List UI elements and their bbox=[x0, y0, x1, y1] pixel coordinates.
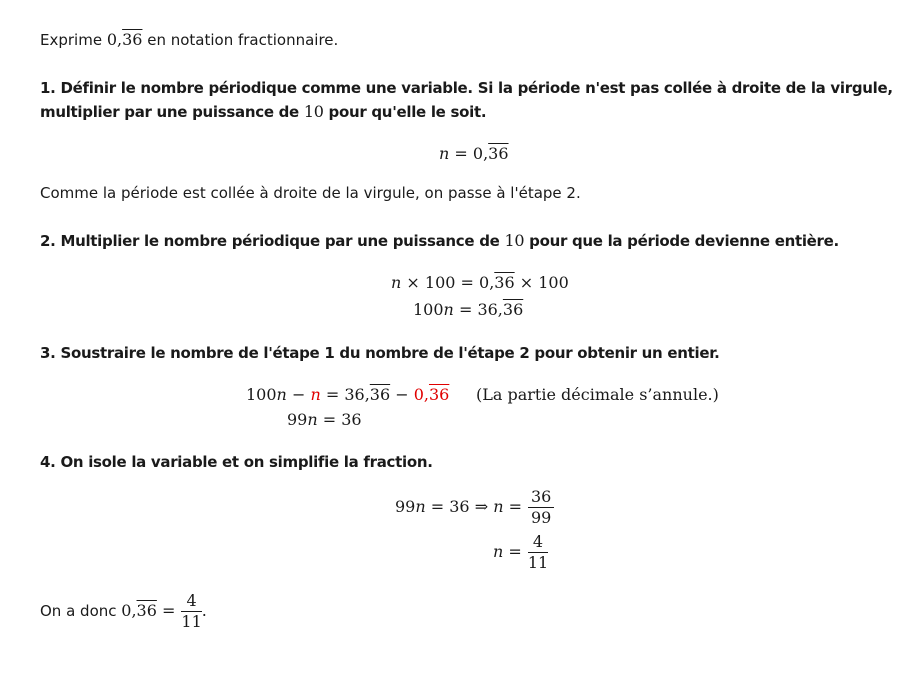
period: 36 bbox=[488, 144, 509, 163]
numerator: 4 bbox=[528, 532, 548, 553]
eq-right: = 36 bbox=[317, 410, 362, 429]
var: n bbox=[443, 300, 454, 319]
var: n bbox=[493, 497, 504, 516]
fraction bbox=[181, 591, 201, 632]
eq-left: 99 bbox=[287, 410, 308, 429]
var: n bbox=[307, 410, 318, 429]
prompt bbox=[40, 28, 338, 52]
step1-note: Comme la période est collée à droite de la virgule, on passe à l'étape 2. bbox=[40, 184, 581, 202]
eq-mid: = 0, bbox=[449, 144, 489, 163]
conclusion bbox=[40, 590, 207, 632]
prompt-math: 0, bbox=[106, 30, 123, 49]
prompt-text-end: en notation fractionnaire. bbox=[142, 31, 339, 49]
eq-left: 100 bbox=[246, 385, 277, 404]
step2-title bbox=[40, 229, 839, 253]
step3-equation-1 bbox=[246, 384, 449, 406]
numerator: 4 bbox=[181, 591, 201, 612]
var: n bbox=[415, 497, 426, 516]
denominator: 99 bbox=[531, 508, 552, 527]
var: n bbox=[391, 273, 402, 292]
eq-left: 99 bbox=[395, 497, 416, 516]
step2-text: 2. Multiplier le nombre périodique par une puissance de bbox=[40, 232, 505, 250]
step2-text-end: pour que la période devienne entière. bbox=[524, 232, 839, 250]
red-period: 36 bbox=[428, 385, 450, 404]
equals: = bbox=[503, 542, 522, 561]
conclusion-period: 36 bbox=[136, 601, 157, 620]
var: n bbox=[493, 542, 504, 561]
period: 36 bbox=[494, 273, 515, 292]
step3-note: (La partie décimale s’annule.) bbox=[476, 385, 719, 404]
eq-mid: = 36 ⇒ bbox=[425, 497, 494, 516]
denominator: 11 bbox=[527, 553, 549, 572]
eq-mid: × 100 = 0, bbox=[401, 273, 495, 292]
step1-text-end: pour qu'elle le soit. bbox=[323, 103, 487, 121]
period: 36 bbox=[369, 385, 391, 404]
eq-left: 100 bbox=[413, 300, 444, 319]
step2-num: 10 bbox=[504, 231, 525, 250]
step1-title-line2 bbox=[40, 100, 486, 124]
denominator: 11 bbox=[181, 612, 202, 631]
conclusion-math: 0, bbox=[121, 601, 137, 620]
step4-title: 4. On isole la variable et on simplifie la fraction. bbox=[40, 453, 433, 471]
var: n bbox=[439, 144, 450, 163]
step3-title: 3. Soustraire le nombre de l'étape 1 du nombre de l'étape 2 pour obtenir un entier. bbox=[40, 344, 720, 362]
red-var: n bbox=[310, 385, 321, 404]
minus: − bbox=[286, 385, 311, 404]
step1-text: multiplier par une puissance de bbox=[40, 103, 304, 121]
prompt-period: 36 bbox=[122, 30, 143, 49]
eq-mid: = 36, bbox=[453, 300, 503, 319]
eq-mid: = 36, bbox=[320, 385, 370, 404]
red-num: 0, bbox=[413, 385, 429, 404]
step2-equation-1 bbox=[391, 272, 569, 294]
var: n bbox=[276, 385, 287, 404]
fraction bbox=[528, 532, 548, 573]
eq-end: × 100 bbox=[514, 273, 569, 292]
step4-equation-1 bbox=[395, 487, 554, 528]
step4-equation-2 bbox=[493, 532, 548, 573]
period: 36 bbox=[502, 300, 524, 319]
step1-equation bbox=[439, 143, 509, 165]
equals: = bbox=[156, 601, 176, 620]
step1-num: 10 bbox=[303, 102, 324, 121]
step2-equation-2 bbox=[413, 299, 523, 321]
step1-title-line1: 1. Définir le nombre périodique comme une variable. Si la période n'est pas collée à droite de la virgule, bbox=[40, 79, 893, 97]
fraction bbox=[528, 487, 554, 528]
equals: = bbox=[503, 497, 522, 516]
conclusion-text: On a donc bbox=[40, 602, 122, 620]
numerator: 36 bbox=[528, 487, 554, 508]
step3-equation-2 bbox=[287, 409, 362, 431]
prompt-text: Exprime bbox=[40, 31, 107, 49]
minus: − bbox=[390, 385, 414, 404]
period-mark: . bbox=[201, 601, 207, 620]
